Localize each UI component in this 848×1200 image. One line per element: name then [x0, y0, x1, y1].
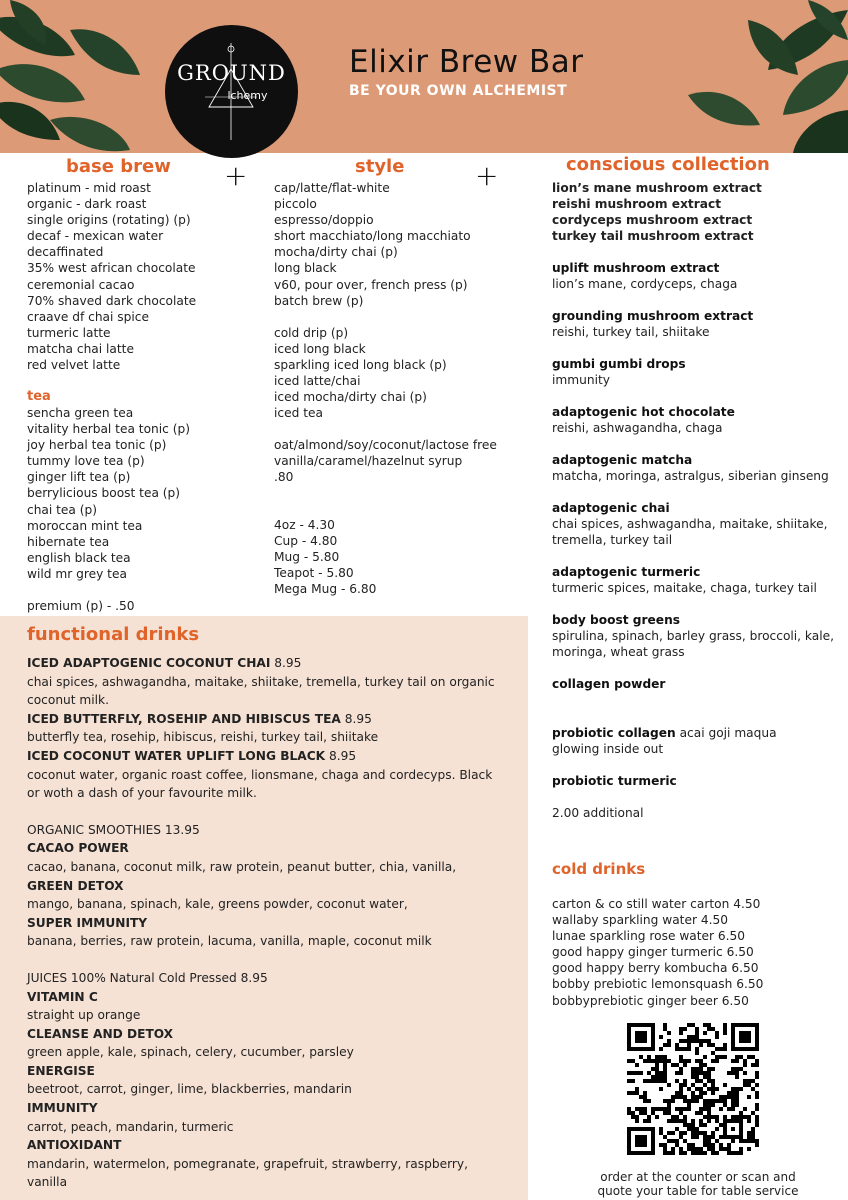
item-title: SUPER IMMUNITY [27, 915, 148, 930]
menu-item: red velvet latte [27, 358, 121, 373]
list-item [552, 404, 842, 436]
menu-item: craave df chai spice [27, 309, 149, 324]
list-item [552, 260, 842, 292]
item-title: uplift mushroom extract [552, 261, 720, 275]
menu-item: chai tea (p) [27, 502, 98, 517]
item-desc: reishi, ashwagandha, chaga [552, 421, 723, 435]
style-hot-list [274, 180, 471, 309]
juices-list [27, 988, 507, 1193]
logo-wordmark: GROUND [177, 61, 286, 85]
item-desc: banana, berries, raw protein, lacuma, vanilla, maple, coconut milk [27, 934, 432, 949]
menu-item: wild mr grey tea [27, 566, 127, 581]
item-desc: chai spices, ashwagandha, maitake, shiitake, tremella, turkey tail [552, 517, 828, 547]
menu-item: mocha/dirty chai (p) [274, 245, 398, 260]
header-banner [0, 0, 848, 153]
functional-drinks-content [27, 654, 507, 1192]
list-item [552, 500, 842, 548]
item-title: CACAO POWER [27, 841, 129, 856]
drink-price: 8.95 [340, 711, 372, 726]
drink-desc: coconut water, organic roast coffee, lionsmane, chaga and cordecyps. Black or woth a dash of your favourite milk. [27, 767, 493, 801]
item-desc: mango, banana, spinach, kale, greens powder, coconut water, [27, 897, 408, 912]
page-title: Elixir Brew Bar [349, 44, 584, 80]
style-extras-list [274, 437, 497, 485]
menu-item: reishi mushroom extract [552, 197, 722, 212]
probiotic-turmeric-title: probiotic turmeric [552, 774, 677, 788]
conscious-items [552, 260, 842, 708]
menu-item: batch brew (p) [274, 293, 364, 308]
tagline: BE YOUR OWN ALCHEMIST [349, 83, 568, 99]
probiotic-collagen-desc: acai goji maqua [675, 726, 777, 740]
menu-item: v60, pour over, french press (p) [274, 277, 468, 292]
style-sizes-list [274, 517, 376, 597]
item-desc: spirulina, spinach, barley grass, broccoli, kale, moringa, wheat grass [552, 629, 834, 659]
style-cold-list [274, 325, 447, 422]
item-title: ANTIOXIDANT [27, 1138, 122, 1153]
base-brew-list [27, 180, 196, 373]
menu-item: lion’s mane mushroom extract [552, 181, 762, 195]
ground-alchemy-logo [165, 25, 298, 158]
item-desc: mandarin, watermelon, pomegranate, grapefruit, strawberry, raspberry, vanilla [27, 1156, 468, 1190]
menu-item: cold drip (p) [274, 326, 349, 340]
menu-item: 35% west african chocolate [27, 261, 196, 276]
drink-title: ICED COCONUT WATER UPLIFT LONG BLACK [27, 748, 326, 763]
probiotic-collagen-title: probiotic collagen [552, 726, 676, 740]
item-title: GREEN DETOX [27, 878, 124, 893]
item-title: body boost greens [552, 613, 680, 627]
menu-item: lunae sparkling rose water 6.50 [552, 929, 746, 944]
premium-note: premium (p) - .50 [27, 599, 135, 613]
menu-item: iced mocha/dirty chai (p) [274, 390, 427, 405]
menu-item: espresso/doppio [274, 213, 374, 228]
drink-desc: butterfly tea, rosehip, hibiscus, reishi, turkey tail, shiitake [27, 730, 379, 745]
menu-item: ceremonial cacao [27, 277, 135, 292]
item-title: adaptogenic chai [552, 501, 670, 515]
size-price: 4oz - 4.30 [274, 518, 335, 532]
list-item [552, 676, 842, 692]
item-desc: reishi, turkey tail, shiitake [552, 325, 710, 339]
menu-item: ginger lift tea (p) [27, 470, 131, 485]
item-desc: carrot, peach, mandarin, turmeric [27, 1119, 234, 1134]
smoothies-heading: ORGANIC SMOOTHIES 13.95 [27, 822, 200, 837]
item-title: CLEANSE AND DETOX [27, 1026, 174, 1041]
item-desc: cacao, banana, coconut milk, raw protein, peanut butter, chia, vanilla, [27, 859, 457, 874]
plus-icon: + [224, 159, 248, 192]
item-title: adaptogenic matcha [552, 453, 693, 467]
menu-item: berrylicious boost tea (p) [27, 486, 181, 501]
menu-item: cordyceps mushroom extract [552, 213, 753, 228]
list-item [552, 308, 842, 340]
menu-item: good happy berry kombucha 6.50 [552, 961, 759, 976]
drink-desc: chai spices, ashwagandha, maitake, shiitake, tremella, turkey tail on organic coconut milk. [27, 674, 495, 708]
qr-code-icon[interactable] [627, 1023, 759, 1155]
menu-item: english black tea [27, 550, 131, 565]
probiotic-collagen-desc2: glowing inside out [552, 742, 664, 756]
menu-item: matcha chai latte [27, 341, 134, 356]
menu-item: turmeric latte [27, 325, 111, 340]
menu-item: organic - dark roast [27, 197, 147, 212]
menu-item: moroccan mint tea [27, 518, 143, 533]
item-title: ENERGISE [27, 1063, 95, 1078]
smoothies-list [27, 839, 507, 951]
menu-item: decaffinated [27, 245, 104, 260]
list-item [552, 452, 842, 484]
menu-item: sencha green tea [27, 406, 134, 420]
menu-item: iced tea [274, 406, 323, 421]
tea-heading: tea [27, 389, 51, 404]
size-price: Teapot - 5.80 [274, 566, 354, 581]
cold-drinks-list [552, 896, 763, 1009]
tea-list [27, 405, 190, 582]
item-desc: immunity [552, 373, 610, 387]
conscious-collection-heading: conscious collection [566, 154, 770, 175]
left-plant-leaves [0, 0, 150, 153]
right-plant-leaves [688, 0, 848, 153]
menu-item: carton & co still water carton 4.50 [552, 897, 761, 911]
functional-drinks-heading: functional drinks [27, 624, 200, 645]
juices-heading: JUICES 100% Natural Cold Pressed 8.95 [27, 970, 268, 985]
cold-drinks-heading: cold drinks [552, 860, 646, 878]
item-desc: beetroot, carrot, ginger, lime, blackberries, mandarin [27, 1082, 352, 1097]
menu-item: vanilla/caramel/hazelnut syrup [274, 454, 463, 469]
list-item [552, 612, 842, 660]
size-price: Cup - 4.80 [274, 534, 338, 549]
menu-item: platinum - mid roast [27, 181, 151, 195]
item-desc: lion’s mane, cordyceps, chaga [552, 277, 738, 291]
menu-item: cap/latte/flat-white [274, 181, 390, 195]
drink-price: 8.95 [325, 748, 357, 763]
menu-item: hibernate tea [27, 534, 110, 549]
size-price: Mega Mug - 6.80 [274, 582, 377, 597]
item-title: adaptogenic turmeric [552, 565, 701, 579]
drink-title: ICED BUTTERFLY, ROSEHIP AND HIBISCUS TEA [27, 711, 341, 726]
base-brew-heading: base brew [66, 156, 171, 177]
item-desc: turmeric spices, maitake, chaga, turkey tail [552, 581, 817, 595]
menu-item: oat/almond/soy/coconut/lactose free [274, 438, 497, 452]
menu-item: sparkling iced long black (p) [274, 358, 447, 373]
item-desc: matcha, moringa, astralgus, siberian ginseng [552, 469, 829, 483]
menu-item: turkey tail mushroom extract [552, 229, 754, 244]
menu-item: short macchiato/long macchiato [274, 229, 471, 244]
additional-price: 2.00 additional [552, 806, 644, 820]
list-item [552, 356, 842, 388]
probiotic-collagen-item [552, 725, 842, 757]
item-title: gumbi gumbi drops [552, 357, 686, 371]
size-price: Mug - 5.80 [274, 550, 340, 565]
menu-item: tummy love tea (p) [27, 454, 145, 469]
menu-item: piccolo [274, 197, 317, 212]
menu-item: long black [274, 261, 337, 276]
menu-item: good happy ginger turmeric 6.50 [552, 945, 754, 960]
functional-drinks-panel [0, 616, 528, 1200]
item-title: VITAMIN C [27, 989, 98, 1004]
plus-icon: + [475, 159, 499, 192]
menu-item: .80 [274, 470, 294, 485]
logo-subtext: lchemy [227, 89, 268, 102]
menu-item: bobby prebiotic lemonsquash 6.50 [552, 977, 764, 992]
menu-item: iced latte/chai [274, 374, 361, 389]
menu-item: 70% shaved dark chocolate [27, 293, 197, 308]
extracts-list [552, 180, 762, 244]
menu-item: decaf - mexican water [27, 229, 164, 244]
menu-item: vitality herbal tea tonic (p) [27, 422, 190, 437]
item-title: adaptogenic hot chocolate [552, 405, 735, 419]
menu-item: bobbyprebiotic ginger beer 6.50 [552, 993, 749, 1008]
item-desc: straight up orange [27, 1008, 141, 1023]
menu-item: single origins (rotating) (p) [27, 213, 191, 228]
item-desc: green apple, kale, spinach, celery, cucumber, parsley [27, 1045, 354, 1060]
menu-item: wallaby sparkling water 4.50 [552, 913, 728, 928]
list-item [552, 564, 842, 596]
item-title: grounding mushroom extract [552, 309, 754, 323]
order-instructions: order at the counter or scan and quote your table for table service [597, 1170, 799, 1198]
item-title: collagen powder [552, 677, 666, 691]
drink-price: 8.95 [270, 656, 302, 670]
drink-title: ICED ADAPTOGENIC COCONUT CHAI [27, 656, 271, 670]
style-heading: style [355, 156, 405, 177]
menu-item: joy herbal tea tonic (p) [27, 438, 167, 453]
menu-item: iced long black [274, 342, 366, 357]
item-title: IMMUNITY [27, 1101, 98, 1116]
